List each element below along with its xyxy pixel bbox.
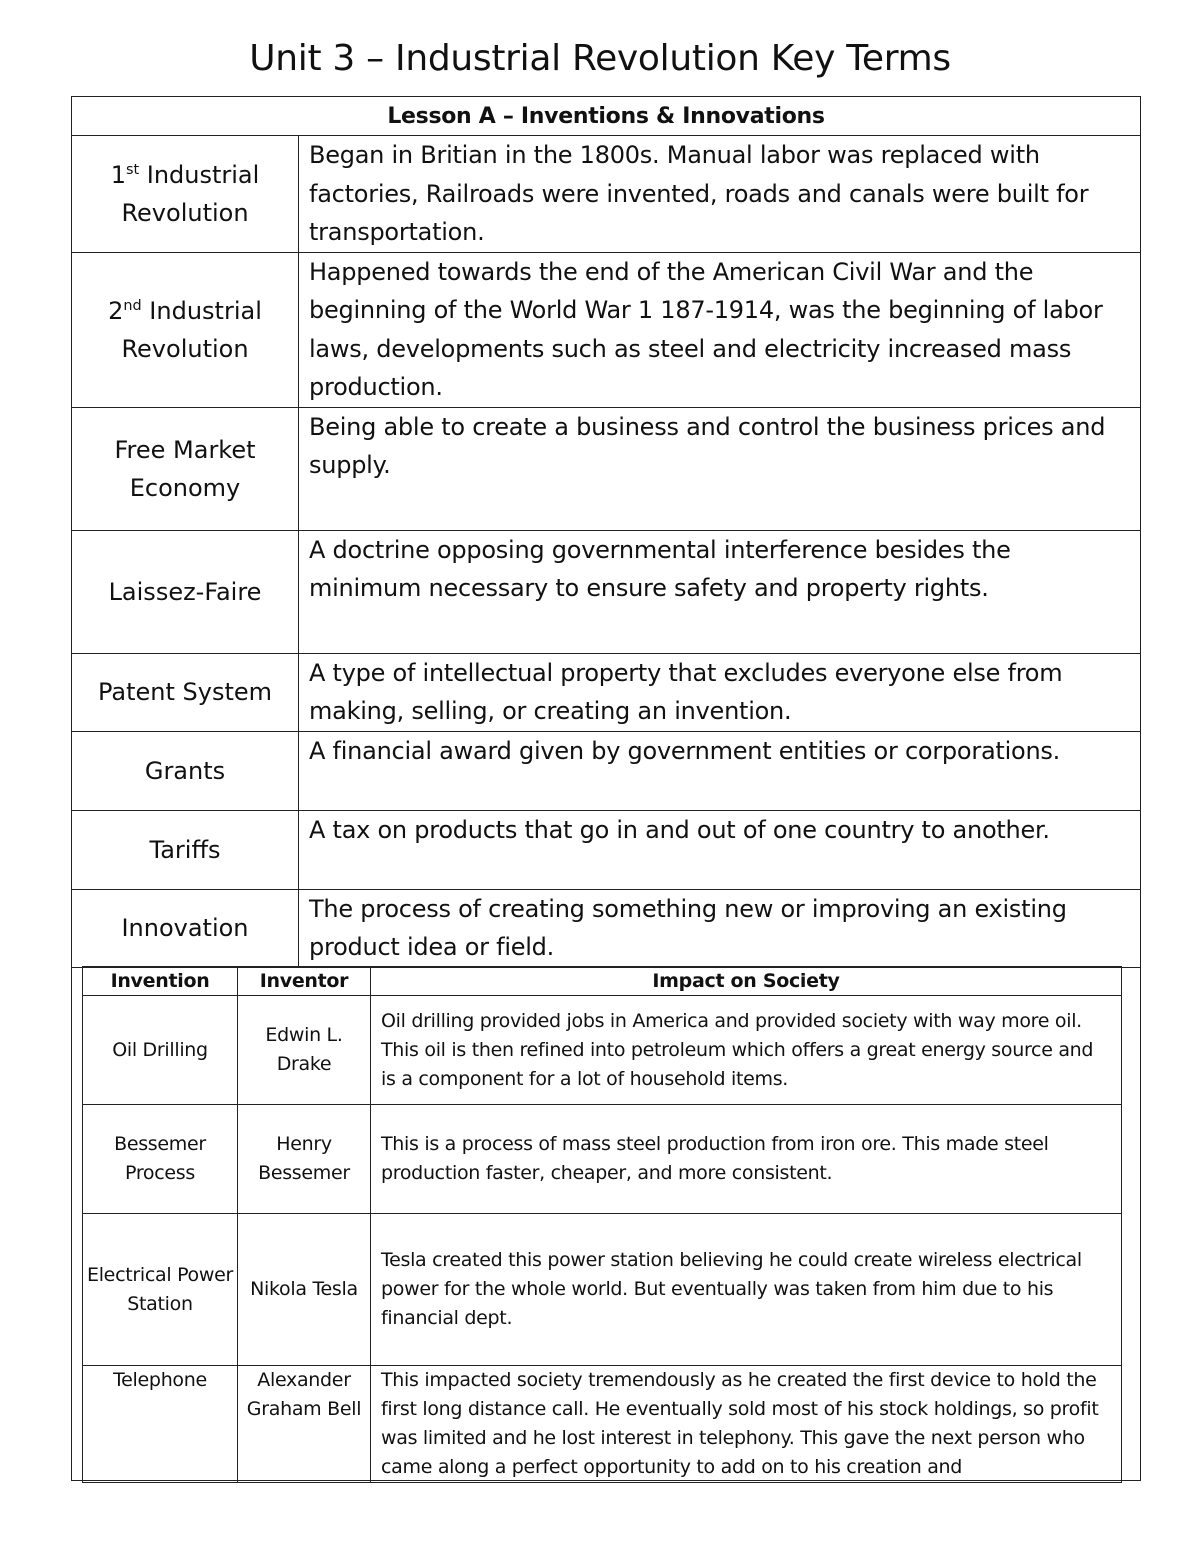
header-invention: Invention (83, 967, 238, 996)
term-label: Industrial Revolution (121, 160, 260, 227)
term-cell (72, 252, 299, 407)
definition-cell: Being able to create a business and control the business prices and supply. (299, 407, 1141, 530)
header-inventor: Inventor (238, 967, 371, 996)
inventor-cell: Henry Bessemer (238, 1105, 371, 1214)
impact-cell: Oil drilling provided jobs in America and provided society with way more oil. This oil is then refined into petroleum which offers a great energy source and is a component for a lot of household items. (371, 996, 1122, 1105)
invention-row (83, 1366, 1122, 1483)
term-row (72, 136, 1141, 253)
invention-row (83, 1214, 1122, 1366)
inventions-header-row (83, 967, 1122, 996)
invention-cell: Electrical Power Station (83, 1214, 238, 1366)
term-label: Industrial Revolution (121, 296, 262, 363)
definition-cell: Began in Britian in the 1800s. Manual labor was replaced with factories, Railroads were invented, roads and canals were built for transportation. (299, 136, 1141, 253)
term-cell: Tariffs (72, 810, 299, 889)
invention-row (83, 1105, 1122, 1214)
inventor-cell: Alexander Graham Bell (238, 1366, 371, 1483)
term-cell: Laissez-Faire (72, 530, 299, 653)
term-row (72, 530, 1141, 653)
definition-cell: A financial award given by government entities or corporations. (299, 731, 1141, 810)
term-cell: Innovation (72, 889, 299, 967)
inventor-cell: Nikola Tesla (238, 1214, 371, 1366)
term-row (72, 653, 1141, 731)
inventor-cell: Edwin L. Drake (238, 996, 371, 1105)
term-row (72, 252, 1141, 407)
definition-cell: A tax on products that go in and out of one country to another. (299, 810, 1141, 889)
term-ordinal: st (125, 161, 140, 178)
definition-cell: Happened towards the end of the American Civil War and the beginning of the World War 1 187-1914, was the beginning of labor laws, developments such as steel and electricity increased mass production. (299, 252, 1141, 407)
invention-cell: Telephone (83, 1366, 238, 1483)
definition-cell: A doctrine opposing governmental interference besides the minimum necessary to ensure safety and property rights. (299, 530, 1141, 653)
definition-cell: The process of creating something new or improving an existing product idea or field. (299, 889, 1141, 967)
term-number: 1 (110, 160, 126, 189)
impact-cell: Tesla created this power station believing he could create wireless electrical power for the whole world. But eventually was taken from him due to his financial dept. (371, 1214, 1122, 1366)
term-number: 2 (108, 296, 124, 325)
term-ordinal: nd (123, 297, 142, 314)
lesson-heading: Lesson A – Inventions & Innovations (72, 97, 1141, 136)
term-row (72, 407, 1141, 530)
term-cell: Grants (72, 731, 299, 810)
key-terms-table (71, 96, 1141, 968)
impact-cell: This is a process of mass steel production from iron ore. This made steel production faster, cheaper, and more consistent. (371, 1105, 1122, 1214)
inventions-table (82, 966, 1122, 1483)
invention-row (83, 996, 1122, 1105)
term-row (72, 731, 1141, 810)
term-row (72, 889, 1141, 967)
term-cell: Free Market Economy (72, 407, 299, 530)
document-title: Unit 3 – Industrial Revolution Key Terms (249, 38, 951, 79)
term-cell: Patent System (72, 653, 299, 731)
invention-cell: Bessemer Process (83, 1105, 238, 1214)
invention-cell: Oil Drilling (83, 996, 238, 1105)
impact-cell: This impacted society tremendously as he created the first device to hold the first long distance call. He eventually sold most of his stock holdings, so profit was limited and he lost interest in telephony. This gave the next person who came along a perfect opportunity to add on to his creation and (371, 1366, 1122, 1483)
term-cell (72, 136, 299, 253)
term-row (72, 810, 1141, 889)
header-impact: Impact on Society (371, 967, 1122, 996)
definition-cell: A type of intellectual property that excludes everyone else from making, selling, or creating an invention. (299, 653, 1141, 731)
